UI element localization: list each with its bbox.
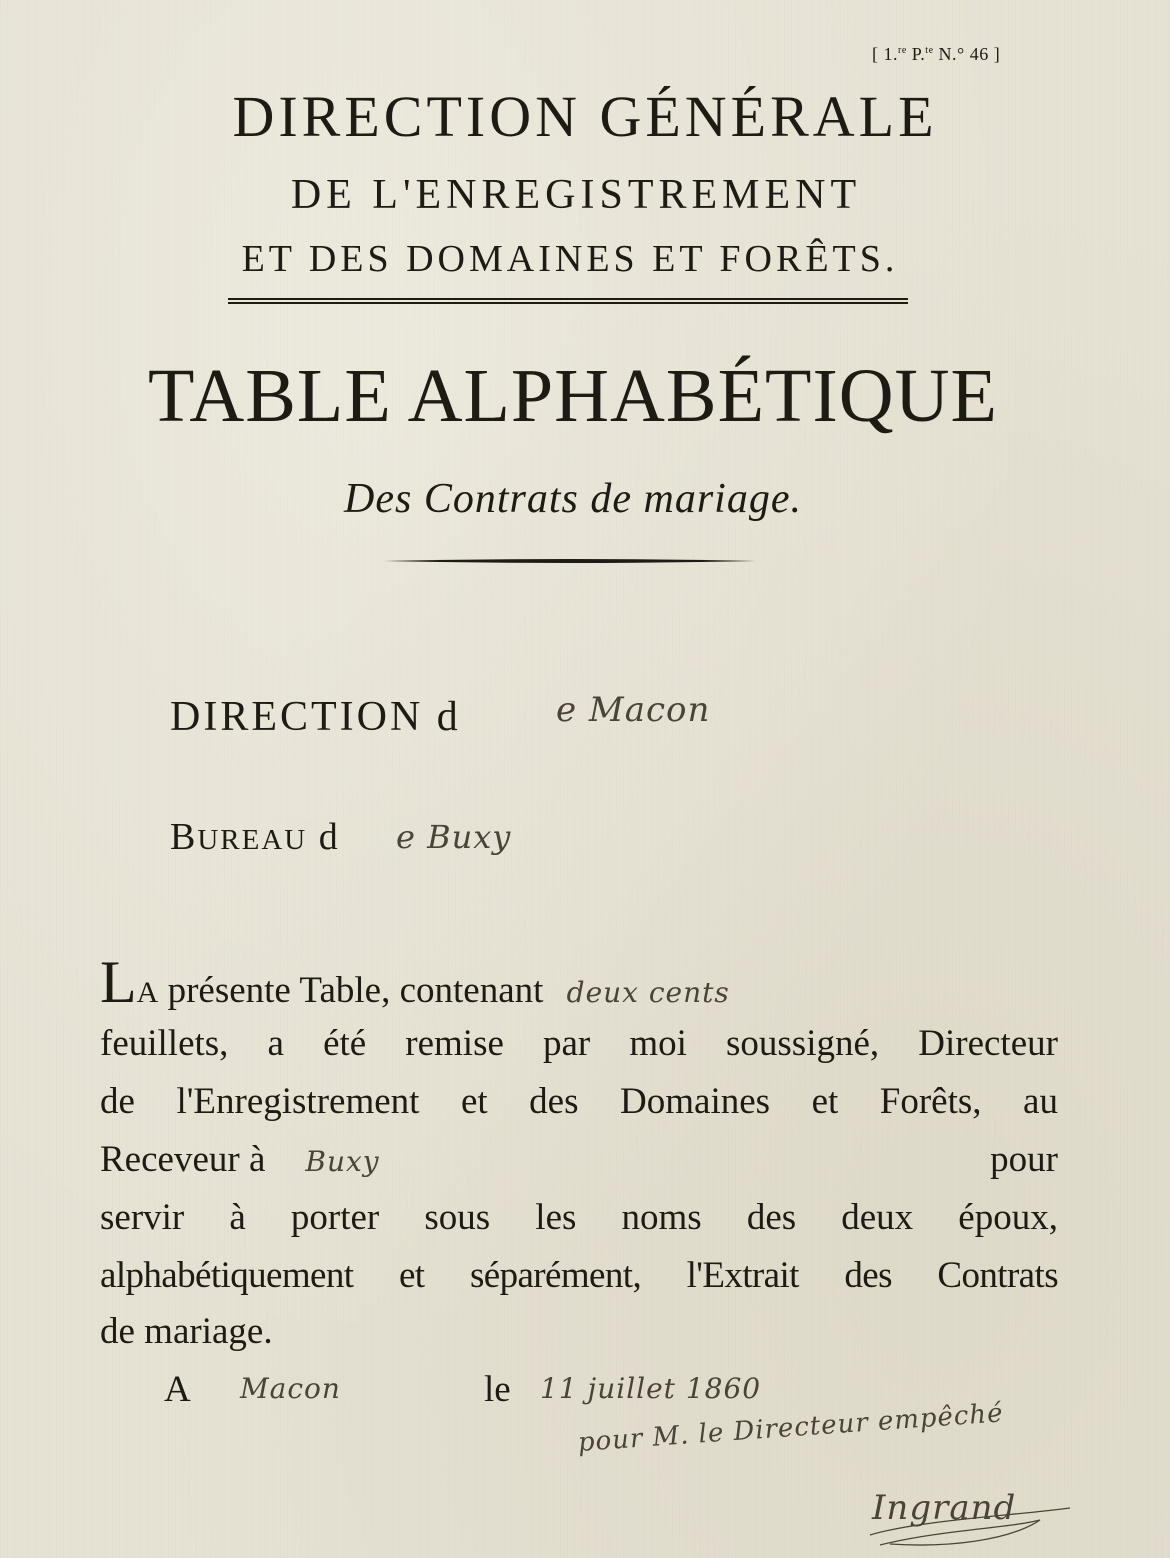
paragraph-line-2 <box>100 1022 1058 1065</box>
paragraph-line-4 <box>100 1138 1058 1181</box>
word: de <box>100 1081 135 1122</box>
header-line-3: ET DES DOMAINES ET FORÊTS. <box>241 238 899 280</box>
header-line-1: DIRECTION GÉNÉRALE <box>232 84 938 149</box>
line-4-start <box>100 1138 380 1181</box>
document-title: TABLE ALPHABÉTIQUE <box>148 354 998 438</box>
paragraph-line-1-text: présente Table, contenant <box>158 970 553 1011</box>
paragraph-line-6 <box>100 1254 1058 1297</box>
place-a-label: A <box>164 1369 191 1410</box>
bureau-label-initial: B <box>170 816 198 858</box>
receveur-handwritten: Buxy <box>305 1145 380 1178</box>
signature-flourish-icon <box>860 1500 1080 1550</box>
word: l'Enregistrement <box>176 1081 420 1122</box>
word: époux, <box>958 1197 1058 1238</box>
word: l'Extrait <box>686 1255 799 1296</box>
paragraph-line-7: de mariage. <box>100 1311 273 1352</box>
paragraph-line-3 <box>100 1080 1058 1123</box>
date-handwritten: 11 juillet 1860 <box>540 1372 762 1405</box>
direction-field <box>170 696 461 738</box>
form-ref-sup1: re <box>898 45 907 56</box>
word: Forêts, <box>879 1081 982 1122</box>
word: servir <box>100 1197 185 1238</box>
place-handwritten: Macon <box>240 1372 341 1405</box>
bureau-handwritten-value: e Buxy <box>396 818 512 856</box>
form-ref-prefix: [ 1. <box>872 44 898 64</box>
paragraph-line-5 <box>100 1196 1058 1239</box>
paragraph-line-1 <box>100 948 730 1017</box>
signature: Ingrand <box>872 1488 1017 1528</box>
word: noms <box>621 1197 702 1238</box>
word: des <box>746 1197 797 1238</box>
word: soussigné, <box>726 1023 880 1064</box>
word: moi <box>629 1023 687 1064</box>
tapered-rule-divider <box>384 558 756 564</box>
word: par <box>543 1023 591 1064</box>
word: été <box>323 1023 367 1064</box>
word: remise <box>405 1023 504 1064</box>
word: Contrats <box>937 1255 1058 1296</box>
form-reference <box>872 44 1000 65</box>
header-line-2: DE L'ENREGISTREMENT <box>290 172 862 218</box>
word: les <box>535 1197 577 1238</box>
direction-handwritten-value: e Macon <box>556 690 711 730</box>
cap-rest: A <box>136 976 159 1009</box>
word: Domaines <box>620 1081 771 1122</box>
leaf-count-handwritten: deux cents <box>566 976 730 1009</box>
word: des <box>529 1081 579 1122</box>
form-ref-sup2: te <box>925 45 934 56</box>
word: et <box>811 1081 839 1122</box>
direction-label: DIRECTION d <box>170 694 461 740</box>
document-subtitle: Des Contrats de mariage. <box>344 476 802 522</box>
word: Directeur <box>918 1023 1058 1064</box>
word: alphabétiquement <box>100 1255 354 1296</box>
word: porter <box>290 1197 380 1238</box>
form-ref-number: N.° 46 ] <box>933 44 1001 64</box>
word: à <box>229 1197 246 1238</box>
bureau-label-rest: UREAU <box>197 824 308 856</box>
receveur-label: Receveur à <box>100 1139 266 1180</box>
word: pour <box>990 1139 1058 1180</box>
word: deux <box>841 1197 914 1238</box>
word: sous <box>424 1197 491 1238</box>
word: et <box>398 1255 425 1296</box>
word: des <box>844 1255 892 1296</box>
bureau-label-d: d <box>307 816 340 858</box>
word: feuillets, <box>100 1023 229 1064</box>
form-ref-mid: P. <box>906 44 926 64</box>
drop-cap: L <box>100 949 137 1015</box>
word: a <box>267 1023 284 1064</box>
word: au <box>1023 1081 1058 1122</box>
date-le-label: le <box>484 1369 511 1410</box>
signature-note: pour M. le Directeur empêché <box>576 1398 1005 1458</box>
double-rule-divider <box>228 298 908 304</box>
word: séparément, <box>469 1255 642 1296</box>
word: et <box>460 1081 488 1122</box>
bureau-field <box>170 818 340 856</box>
